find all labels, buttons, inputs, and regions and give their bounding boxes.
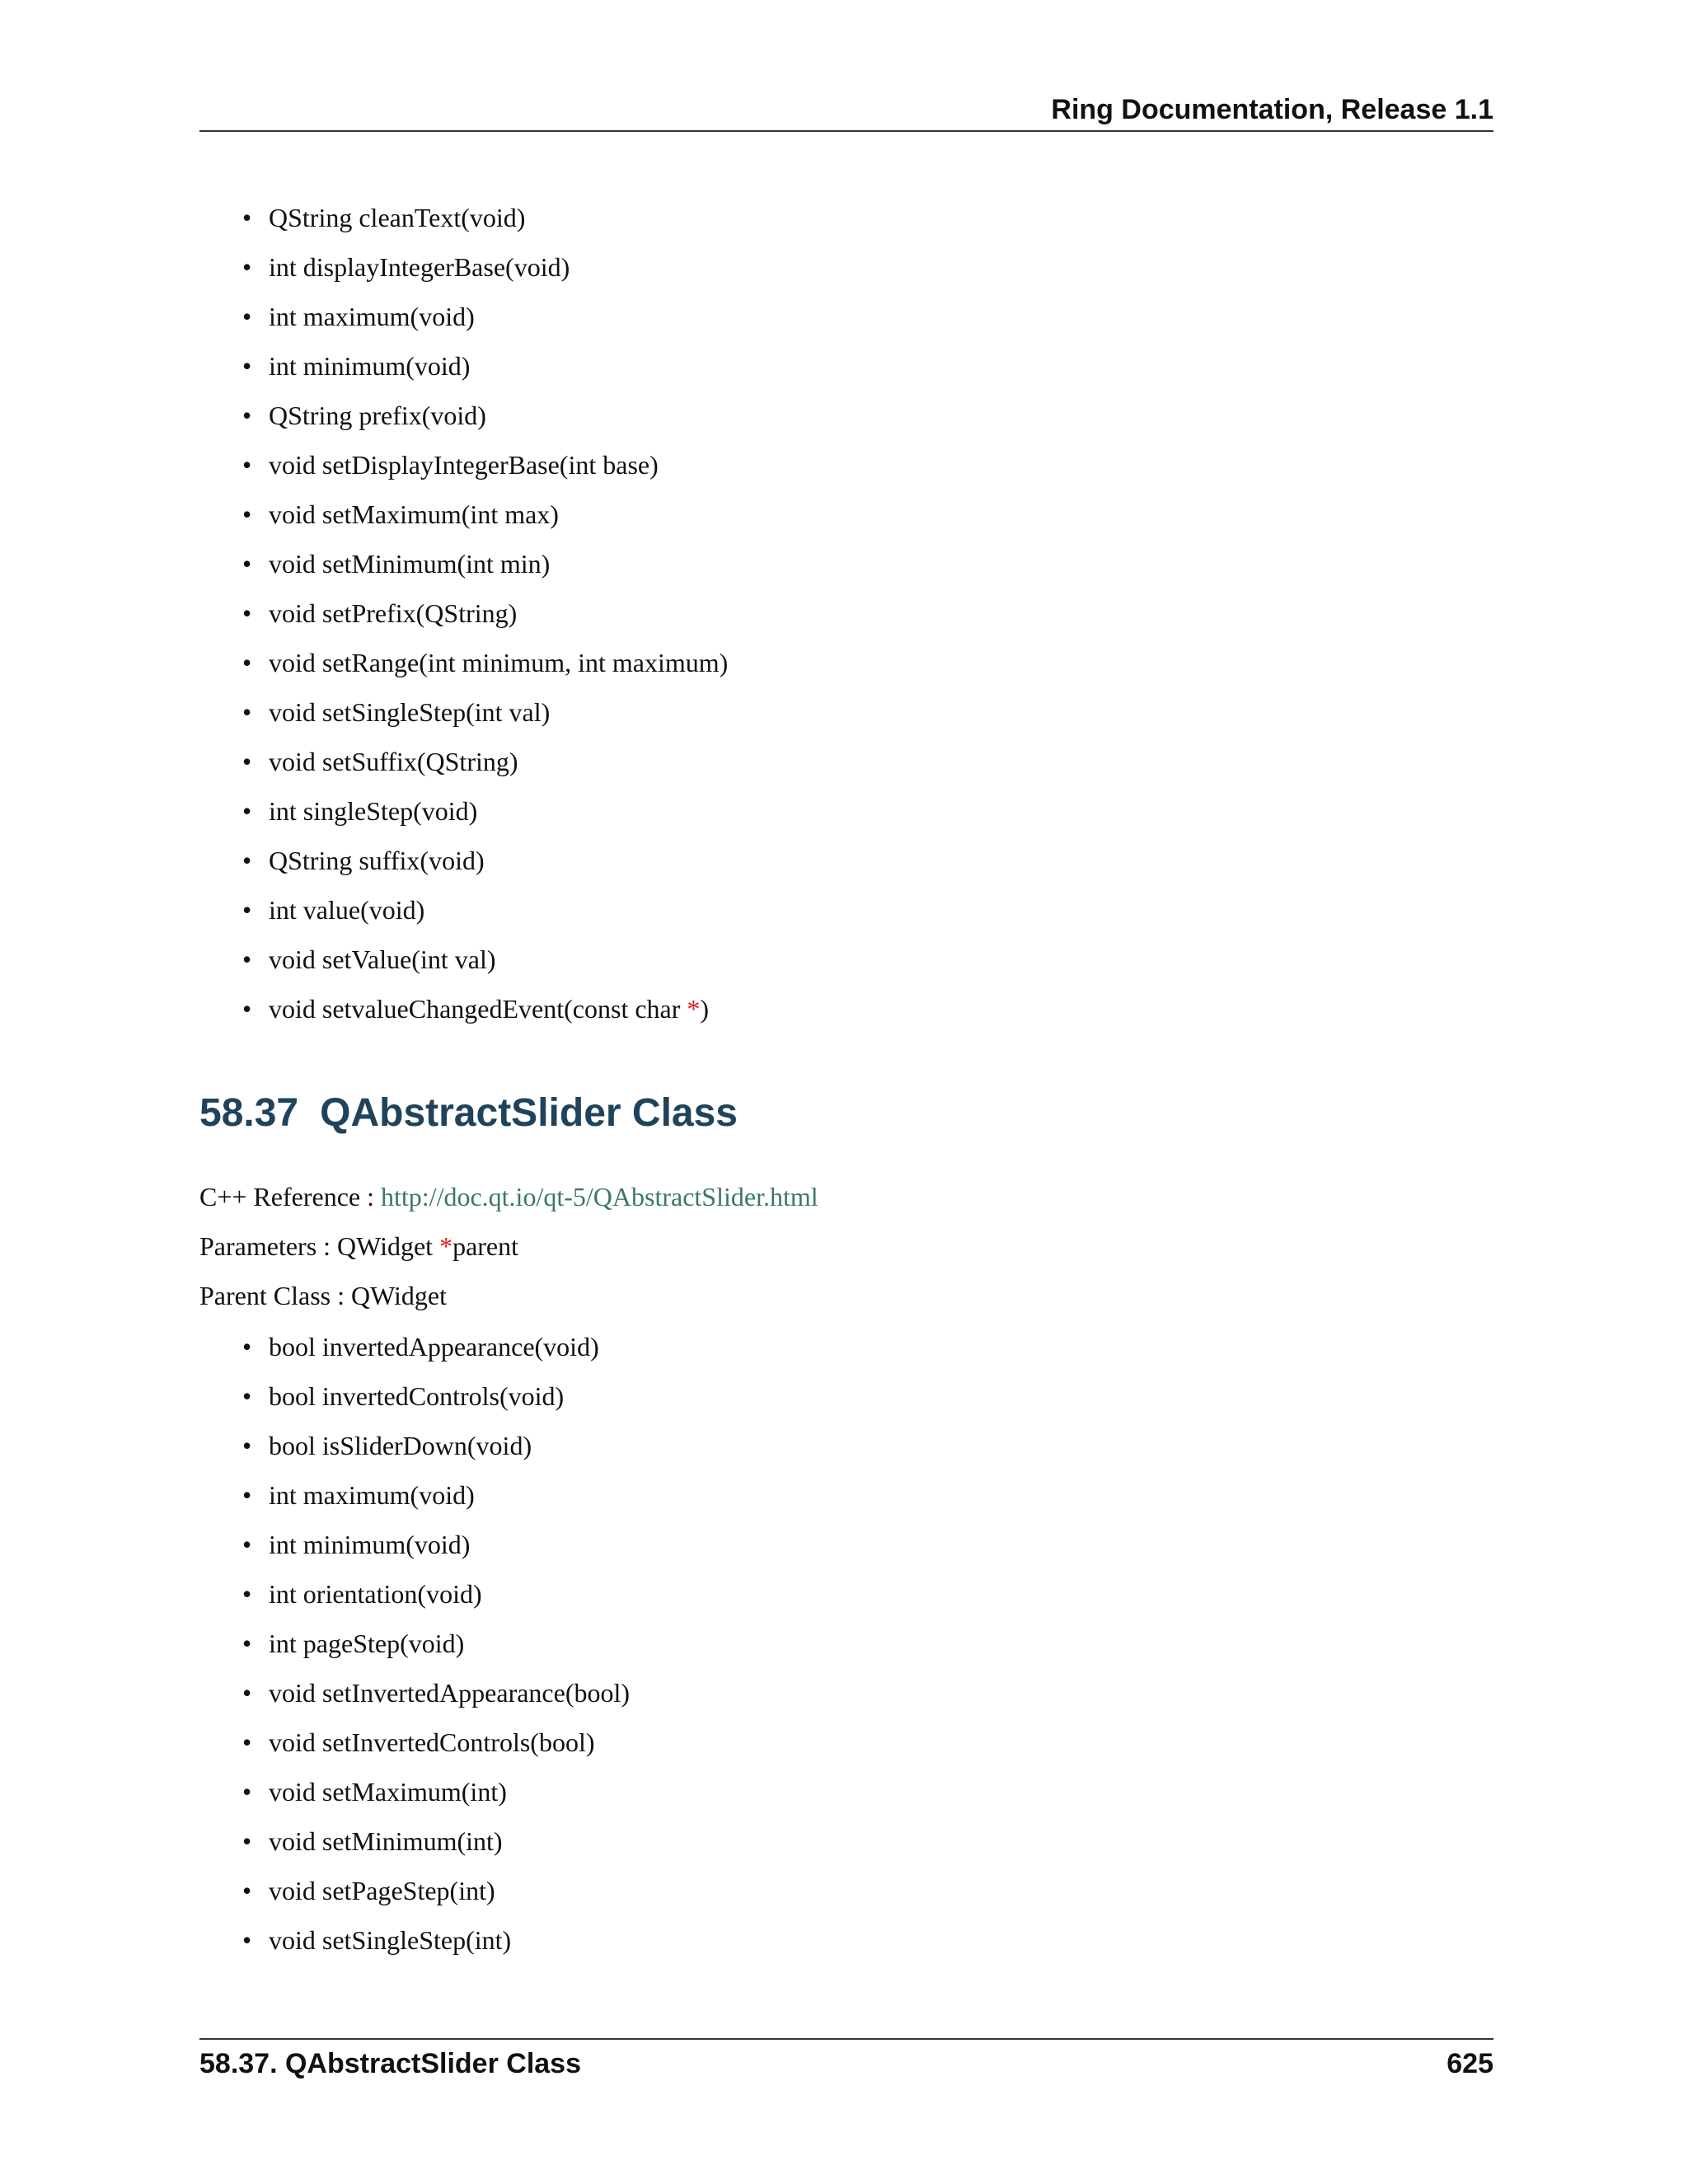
bullet-icon: •: [242, 1629, 252, 1658]
list-item: [242, 490, 1396, 539]
method-list-qabstractslider: [242, 1322, 1396, 1965]
bullet-icon: •: [242, 1431, 252, 1460]
document-page: [199, 0, 1493, 2184]
cpp-reference-link[interactable]: http://doc.qt.io/qt-5/QAbstractSlider.html: [381, 1182, 818, 1212]
list-item: [242, 440, 1396, 490]
list-item: [242, 885, 1396, 935]
list-item: [242, 836, 1396, 885]
method-signature: void setPrefix(QString): [269, 598, 518, 628]
method-signature: void setSingleStep(int val): [269, 697, 551, 727]
list-item: [242, 193, 1396, 242]
method-signature: void setDisplayIntegerBase(int base): [269, 450, 659, 480]
bullet-icon: •: [242, 747, 252, 776]
method-signature: bool isSliderDown(void): [269, 1431, 532, 1460]
bullet-icon: •: [242, 846, 252, 875]
parent-class-line: Parent Class : QWidget: [199, 1281, 447, 1310]
list-item: [242, 1619, 1396, 1668]
method-signature: int minimum(void): [269, 351, 471, 381]
bullet-icon: •: [242, 1678, 252, 1708]
method-signature: QString prefix(void): [269, 401, 486, 430]
bullet-icon: •: [242, 252, 252, 282]
bullet-icon: •: [242, 1530, 252, 1559]
method-signature: bool invertedControls(void): [269, 1381, 565, 1411]
bullet-icon: •: [242, 499, 252, 529]
parameters-label: Parameters : QWidget: [199, 1231, 440, 1261]
method-signature: void setValue(int val): [269, 944, 496, 974]
list-item: [242, 935, 1396, 984]
list-item: [242, 539, 1396, 588]
bullet-icon: •: [242, 302, 252, 331]
method-signature: bool invertedAppearance(void): [269, 1332, 599, 1361]
method-signature: void setInvertedAppearance(bool): [269, 1678, 631, 1708]
page-number: 625: [1447, 2048, 1493, 2079]
list-item: [242, 737, 1396, 786]
bullet-icon: •: [242, 1826, 252, 1856]
method-signature: void setSuffix(QString): [269, 747, 518, 776]
list-item: [242, 984, 1396, 1033]
bullet-icon: •: [242, 1332, 252, 1361]
footer-section-title: 58.37. QAbstractSlider Class: [199, 2048, 582, 2079]
list-item: [242, 1421, 1396, 1470]
bullet-icon: •: [242, 1727, 252, 1757]
parameters-name: parent: [452, 1231, 519, 1261]
list-item: [242, 292, 1396, 341]
method-signature: void setMaximum(int): [269, 1777, 507, 1807]
list-item: [242, 1569, 1396, 1619]
method-signature: QString suffix(void): [269, 846, 485, 875]
bullet-icon: •: [242, 1876, 252, 1905]
bullet-icon: •: [242, 351, 252, 381]
list-item: [242, 1816, 1396, 1866]
method-signature: QString cleanText(void): [269, 203, 526, 232]
section-number: 58.37: [199, 1091, 299, 1135]
cpp-reference-line: [199, 1172, 818, 1221]
list-item: [242, 1767, 1396, 1816]
bullet-icon: •: [242, 1777, 252, 1807]
bullet-icon: •: [242, 697, 252, 727]
bullet-icon: •: [242, 994, 252, 1024]
running-header: Ring Documentation, Release 1.1: [1051, 94, 1493, 125]
bullet-icon: •: [242, 796, 252, 826]
bullet-icon: •: [242, 549, 252, 579]
closing-paren: ): [700, 994, 710, 1024]
method-signature: void setMinimum(int): [269, 1826, 503, 1856]
bullet-icon: •: [242, 895, 252, 925]
bullet-icon: •: [242, 1925, 252, 1955]
bullet-icon: •: [242, 1480, 252, 1510]
method-list-previous-class: [242, 193, 1396, 1033]
bullet-icon: •: [242, 401, 252, 430]
bullet-icon: •: [242, 1381, 252, 1411]
method-signature: void setMaximum(int max): [269, 499, 559, 529]
method-signature: void setInvertedControls(bool): [269, 1727, 595, 1757]
list-item: [242, 242, 1396, 292]
method-signature: int pageStep(void): [269, 1629, 465, 1658]
method-signature: void setRange(int minimum, int maximum): [269, 648, 729, 677]
method-signature: void setPageStep(int): [269, 1876, 495, 1905]
parameters-line: [199, 1221, 518, 1271]
list-item: [242, 1668, 1396, 1718]
bullet-icon: •: [242, 450, 252, 480]
method-signature: void setMinimum(int min): [269, 549, 551, 579]
list-item: [242, 1718, 1396, 1767]
section-title: QAbstractSlider Class: [320, 1091, 738, 1135]
list-item: [242, 1322, 1396, 1371]
method-signature: int orientation(void): [269, 1579, 482, 1609]
method-signature: int maximum(void): [269, 302, 475, 331]
method-signature: int singleStep(void): [269, 796, 478, 826]
list-item: [242, 687, 1396, 737]
bullet-icon: •: [242, 944, 252, 974]
bullet-icon: •: [242, 203, 252, 232]
cpp-reference-label: C++ Reference :: [199, 1182, 381, 1212]
list-item: [242, 1520, 1396, 1569]
list-item: [242, 391, 1396, 440]
method-signature: int minimum(void): [269, 1530, 471, 1559]
list-item: [242, 786, 1396, 836]
method-signature: int displayIntegerBase(void): [269, 252, 570, 282]
pointer-star: *: [439, 1231, 453, 1261]
bullet-icon: •: [242, 598, 252, 628]
list-item: [242, 638, 1396, 687]
list-item: [242, 1915, 1396, 1965]
method-signature: void setvalueChangedEvent(const char: [269, 994, 687, 1024]
pointer-star: *: [687, 994, 701, 1024]
list-item: [242, 1866, 1396, 1915]
bullet-icon: •: [242, 1579, 252, 1609]
method-signature: int maximum(void): [269, 1480, 475, 1510]
method-signature: int value(void): [269, 895, 425, 925]
list-item: [242, 1470, 1396, 1520]
footer-rule: [199, 2038, 1493, 2040]
header-rule: [199, 130, 1493, 132]
list-item: [242, 341, 1396, 391]
running-footer: [199, 2042, 1493, 2085]
bullet-icon: •: [242, 648, 252, 677]
section-heading: [199, 1085, 738, 1142]
list-item: [242, 1371, 1396, 1421]
method-signature: void setSingleStep(int): [269, 1925, 512, 1955]
list-item: [242, 588, 1396, 638]
